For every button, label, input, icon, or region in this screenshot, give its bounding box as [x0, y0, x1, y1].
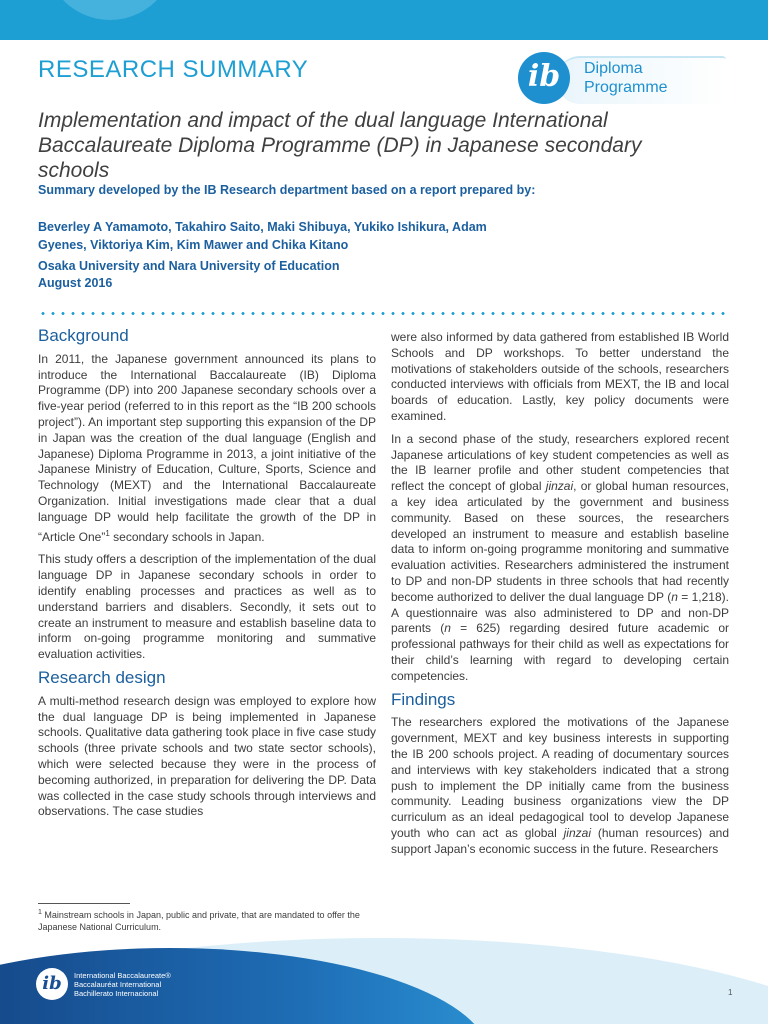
research-design-paragraph-2: were also informed by data gathered from established IB World Schools and DP workshops. To better understand the motivations of stakeholders outside of the schools, researchers conducted interviews with officials from MEXT, the IB and local boards of education. Lastly, key policy documents were examined.: [391, 330, 729, 423]
research-design-paragraph-1: A multi-method research design was employed to explore how the dual language DP is being implemented in Japanese schools. Qualitative data gathering took place in five case study schools (three private schools and two state sector schools), which were selected because they were in the process of becoming authorized, in preparation for delivering the DP. Data was collected in the case study schools through interviews and observations. The case studies: [38, 693, 376, 819]
background-p1-text: In 2011, the Japanese government announced its plans to introduce the International Baccalaureate (IB) Diploma Programme (DP) into 200 Japanese secondary schools over a five-year period (referred to in this report as the “IB 200 schools project”). An important step supporting this expansion of the DP in Japan was the creation of the dual language (English and Japanese) Diploma Programme in 2013, a joint initiative of the Japanese Ministry of Education, Culture, Sports, Science and Technology (MEXT) and the International Baccalaureate Organization. Initial investigations made clear that a dual language DP would help facilitate the growth of the DP in “Article One”: [38, 351, 376, 544]
top-banner: [0, 0, 768, 40]
affiliation: Osaka University and Nara University of Education: [38, 259, 340, 273]
ib-diploma-logo: [518, 52, 728, 108]
footnote-ref: 1: [105, 528, 110, 538]
research-design-paragraph-3: [391, 432, 729, 685]
findings-p1-jinzai: jinzai: [563, 825, 591, 840]
background-heading: Background: [38, 326, 129, 345]
ib-footer-logo-icon: ib: [36, 968, 68, 1000]
ib-logo-icon: ib: [518, 52, 570, 104]
dotted-divider: [38, 312, 728, 315]
footnote-rule: [38, 903, 130, 904]
rd-p3-b: , or global human resources, a key idea articulated by the government and business community. Based on these sources, the researchers developed an instrument to measure and establish baseline data to inform on-going programme monitoring and summative evaluation activities. Researchers administered the instrument to DP and non-DP students in three schools that had recently become authorized to deliver the dual language DP (: [391, 479, 729, 604]
findings-p1-a: The researchers explored the motivations of the Japanese government, MEXT and key business interests in supporting the IB 200 schools project. A reading of documentary sources and interviews with key stakeholders indicated that a strong push to implement the DP initially came from the business community. Leading business organizations view the DP curriculum as an ideal pedagogical tool to develop Japanese youth who can act as global: [391, 715, 729, 840]
background-paragraph-1: [38, 352, 376, 546]
org-name-es: Bachillerato Internacional: [74, 989, 159, 998]
subtitle: Summary developed by the IB Research department based on a report prepared by:: [38, 183, 536, 197]
rd-p3-d: = 625) regarding desired future academic or professional pathways for their child as well as expectations for their child’s learning with regard to developing certain competencies.: [391, 621, 730, 683]
rd-p3-c: = 1,218). A questionnaire was also administered to DP and non-DP parents (: [391, 589, 729, 636]
logo-line-1: Diploma: [584, 60, 643, 77]
background-p1-end: secondary schools in Japan.: [109, 529, 265, 544]
background-paragraph-2: This study offers a description of the implementation of the dual language DP in Japanese secondary schools in order to identify enabling processes and practices as well as to understand barriers and disablers. Secondly, it sets out to create an instrument to measure and establish baseline data to inform on-going programme monitoring and summative evaluation activities.: [38, 552, 376, 662]
research-design-heading: Research design: [38, 667, 166, 687]
footnote-text: Mainstream schools in Japan, public and private, that are mandated to offer the Japanese National Curriculum.: [38, 910, 360, 932]
logo-line-2: Programme: [584, 79, 668, 96]
rd-p3-jinzai: jinzai: [545, 479, 574, 494]
footer-band: [0, 938, 768, 1024]
rd-p3-a: In a second phase of the study, researchers explored recent Japanese articulations of key student competencies as well as the IB learner profile and other student competencies that reflect the concept of global: [391, 431, 729, 494]
publication-date: August 2016: [38, 276, 113, 290]
org-name-fr: Baccalauréat International: [74, 980, 162, 989]
document-title: Implementation and impact of the dual language International Baccalaureate Diploma Programme (DP) in Japanese secondary schools: [38, 109, 642, 182]
findings-paragraph-1: [391, 715, 729, 857]
page-number: 1: [728, 988, 733, 997]
authors: Beverley A Yamamoto, Takahiro Saito, Maki Shibuya, Yukiko Ishikura, Adam Gyenes, Viktoriya Kim, Kim Mawer and Chika Kitano: [38, 220, 487, 252]
right-column: [391, 330, 729, 865]
rd-p3-n1: n: [671, 589, 678, 604]
rd-p3-n2: n: [444, 621, 451, 636]
findings-p1-b: (human resources) and support Japan’s economic success in the future. Researchers: [391, 825, 729, 856]
ib-organization-names: [74, 971, 171, 998]
footnote: [38, 907, 383, 933]
org-name-en: International Baccalaureate®: [74, 971, 171, 980]
logo-text: [584, 59, 668, 97]
banner-decoration: [45, 0, 175, 20]
left-column: [38, 328, 376, 827]
footnote-marker: 1: [38, 909, 42, 916]
section-label: RESEARCH SUMMARY: [38, 56, 309, 83]
findings-heading: Findings: [391, 689, 456, 709]
